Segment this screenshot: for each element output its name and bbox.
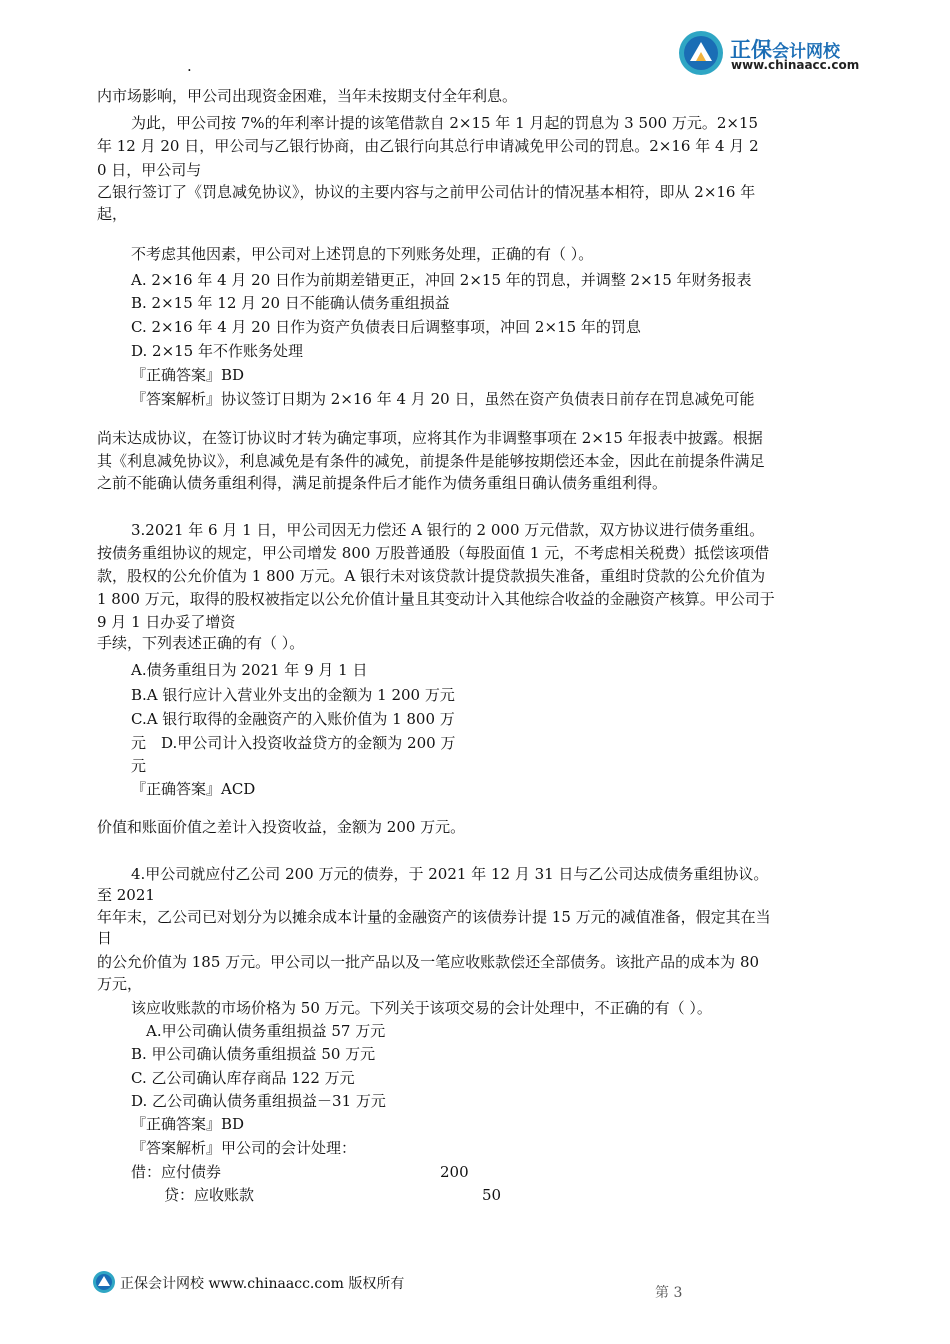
answer-analysis: 『答案解析』协议签订日期为 2×16 年 4 月 20 日，虽然在资产负债表日前存在罚息减免可能 [131,390,755,408]
question-stem: 款，股权的公允价值为 1 800 万元。A 银行未对该贷款计提贷款损失准备，重组时贷款的公允价值为 [97,567,766,585]
chinaacc-logo-icon [678,30,724,76]
question-stem: 3.2021 年 6 月 1 日，甲公司因无力偿还 A 银行的 2 000 万元借款，双方协议进行债务重组。 [131,521,765,539]
option-b: B. 甲公司确认债务重组损益 50 万元 [131,1045,376,1063]
question-stem: 至 2021 [97,886,155,904]
correct-answer: 『正确答案』ACD [131,780,256,798]
journal-entry-label: 贷：应收账款 [164,1186,255,1204]
correct-answer: 『正确答案』BD [131,1115,245,1133]
option-b: B.A 银行应计入营业外支出的金额为 1 200 万元 [131,686,455,704]
question-stem: 日 [97,929,113,947]
question-stem: 4.甲公司就应付乙公司 200 万元的债券，于 2021 年 12 月 31 日与乙公司达成债务重组协议。 [131,865,769,883]
intro-line: 为此，甲公司按 7%的年利率计提的该笔借款自 2×15 年 1 月起的罚息为 3 500 万元。2×15 [131,114,759,132]
option-b: B. 2×15 年 12 月 20 日不能确认债务重组损益 [131,294,450,312]
option-d-tail: 元 [131,757,147,775]
question-stem-cut: 手续，下列表述正确的有（ ）。 [97,634,305,652]
answer-analysis: 价值和账面价值之差计入投资收益，金额为 200 万元。 [97,818,466,836]
answer-analysis: 之前不能确认债务重组利得，满足前提条件后才能作为债务重组日确认债务重组利得。 [97,474,668,492]
question-stem: 该应收账款的市场价格为 50 万元。下列关于该项交易的会计处理中，不正确的有（ ）。 [131,999,712,1017]
option-a: A.甲公司确认债务重组损益 57 万元 [146,1022,386,1040]
option-d: 元 D.甲公司计入投资收益贷方的金额为 200 万 [131,734,456,752]
intro-line: 起， [97,205,128,223]
question-stem: 的公允价值为 185 万元。甲公司以一批产品以及一笔应收账款偿还全部债务。该批产品的成本为 80 [97,953,760,971]
intro-line: 内市场影响，甲公司出现资金困难，当年未按期支付全年利息。 [97,87,518,105]
question-stem: 9 月 1 日办妥了增资 [97,613,236,631]
option-c: C. 2×16 年 4 月 20 日作为资产负债表日后调整事项，冲回 2×15 年的罚息 [131,318,641,336]
option-d: D. 2×15 年不作账务处理 [131,342,303,360]
journal-entry-amount: 50 [482,1186,502,1204]
option-a: A. 2×16 年 4 月 20 日作为前期差错更正，冲回 2×15 年的罚息，并调整 2×15 年财务报表 [131,271,752,289]
option-c: C.A 银行取得的金融资产的入账价值为 1 800 万 [131,710,455,728]
option-d: D. 乙公司确认债务重组损益－31 万元 [131,1092,386,1110]
question-stem-cut: 万元， [97,975,143,993]
journal-entry-label: 借：应付债券 [131,1163,222,1181]
brand-logo [678,30,878,76]
answer-analysis: 『答案解析』甲公司的会计处理： [131,1139,357,1157]
intro-line: 乙银行签订了《罚息减免协议》，协议的主要内容与之前甲公司估计的情况基本相符，即从 2×16 年 [97,183,756,201]
page-number: 第 3 [655,1285,683,1301]
correct-answer: 『正确答案』BD [131,366,245,384]
header-fragment: . [97,57,192,75]
option-c: C. 乙公司确认库存商品 122 万元 [131,1069,355,1087]
chinaacc-footer-icon [92,1270,116,1294]
answer-analysis: 尚未达成协议，在签订协议时才转为确定事项，应将其作为非调整事项在 2×15 年报表中披露。根据 [97,429,763,447]
option-a: A.债务重组日为 2021 年 9 月 1 日 [131,661,368,679]
answer-analysis: 其《利息减免协议》，利息减免是有条件的减免，前提条件是能够按期偿还本金，因此在前提条件满足 [97,452,765,470]
intro-line: 年 12 月 20 日，甲公司与乙银行协商，由乙银行向其总行申请减免甲公司的罚息。2×16 年 4 月 2 [97,137,759,155]
brand-url: www.chinaacc.com [731,58,860,72]
journal-entry-amount: 200 [440,1163,469,1181]
copyright-text: 正保会计网校 www.chinaacc.com 版权所有 [120,1276,405,1292]
brand-name: 正保会计网校 [730,38,840,62]
question-stem: 年年末，乙公司已对划分为以摊余成本计量的金融资产的该债券计提 15 万元的减值准备，假定其在当 [97,908,771,926]
question-stem: 1 800 万元，取得的股权被指定以公允价值计量且其变动计入其他综合收益的金融资产核算。甲公司于 [97,590,775,608]
question-stem: 不考虑其他因素，甲公司对上述罚息的下列账务处理，正确的有（ ）。 [131,245,594,263]
question-stem: 按债务重组协议的规定，甲公司增发 800 万股普通股（每股面值 1 元，不考虑相关税费）抵偿该项借 [97,544,770,562]
intro-line: 0 日，甲公司与 [97,161,202,179]
